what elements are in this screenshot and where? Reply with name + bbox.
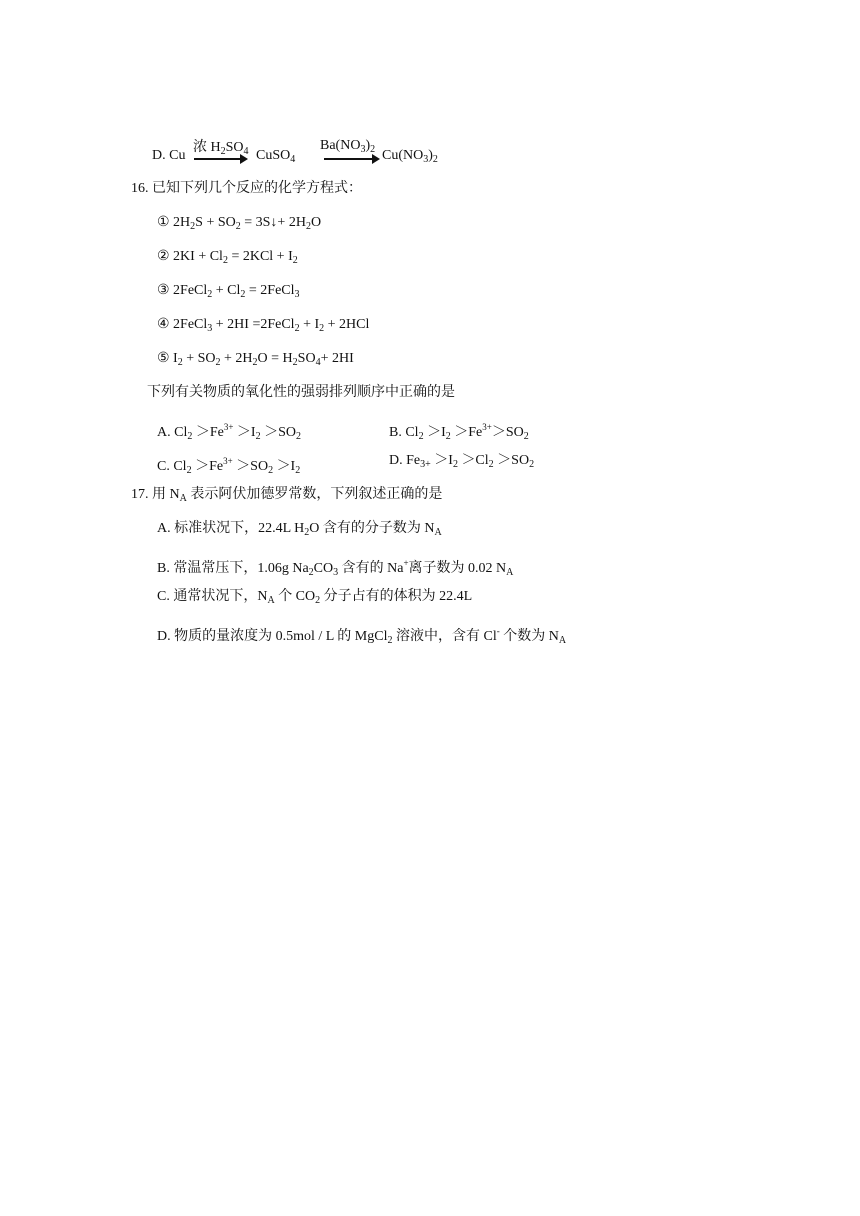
q16-reaction-4: ④ 2FeCl$_3$ + 2HI =2FeCl$_2$ + $I_2 + 2HCl$ — [157, 317, 370, 334]
q16-option-b[interactable]: B. $Cl_2 >I_2 >Fe^{3+}>SO_2$ — [389, 422, 529, 442]
q17-option-d[interactable]: D. 物质的量浓度为 0.5mol / L 的 MgCl$_2$ 溶液中，含有 Cl- 个数为 $N_A$ — [157, 626, 567, 646]
q15-d-prefix: D. Cu — [152, 148, 186, 163]
q17-stem: 17. 用 $N_A$ 表示阿伏加德罗常数，下列叙述正确的是 — [131, 487, 443, 504]
q16-option-a[interactable]: A. $Cl_2 >Fe^{3+} >I_2 >SO_2$ — [157, 422, 301, 442]
q16-stem: 16. 已知下列几个反应的化学方程式： — [131, 181, 362, 196]
q16-question: 下列有关物质的氧化性的强弱排列顺序中正确的是 — [147, 385, 455, 400]
q15-d-reagent-1: 浓 $H_2SO_4$ — [193, 140, 249, 157]
q16-reaction-1: ① $2H_2S + SO_2$ = 3S↓+ $2H_2O$ — [157, 215, 322, 232]
q16-option-c[interactable]: C. $Cl_2 >Fe^{3+} >SO_2 >I_2$ — [157, 456, 301, 476]
q16-reaction-5: ⑤ $I_2 + SO_2 + 2H_2O = H_2SO_4+ 2HI$ — [157, 351, 354, 368]
q15-d-product-1: CuSO$_4$ — [256, 148, 296, 165]
reaction-arrow-icon — [194, 158, 246, 160]
q16-reaction-2: ② $2KI + Cl_2 = 2KCl + I_2$ — [157, 249, 298, 266]
q17-option-b[interactable]: B. 常温常压下，1.06g $Na_2CO_3$ 含有的 Na+离子数为 0.02 $N_A$ — [157, 558, 514, 578]
q16-reaction-3: ③ 2FeCl$_2$ + $Cl_2$ = 2FeCl$_3$ — [157, 283, 300, 300]
q16-option-d[interactable]: D. $Fe_{3+} >I_2 >Cl_2 >SO_2$ — [389, 453, 535, 470]
reaction-arrow-icon — [324, 158, 378, 160]
q17-option-c[interactable]: C. 通常状况下，$N_A$ 个 $CO_2$ 分子占有的体积为 22.4L — [157, 589, 473, 606]
q15-d-reagent-2: $Ba(NO_3)_2$ — [320, 138, 376, 155]
q15-d-product-2: $Cu(NO_3)_2$ — [382, 148, 438, 165]
q17-option-a[interactable]: A. 标准状况下，22.4L $H_2O$ 含有的分子数为 $N_A$ — [157, 521, 442, 538]
q15-option-d — [152, 136, 472, 170]
